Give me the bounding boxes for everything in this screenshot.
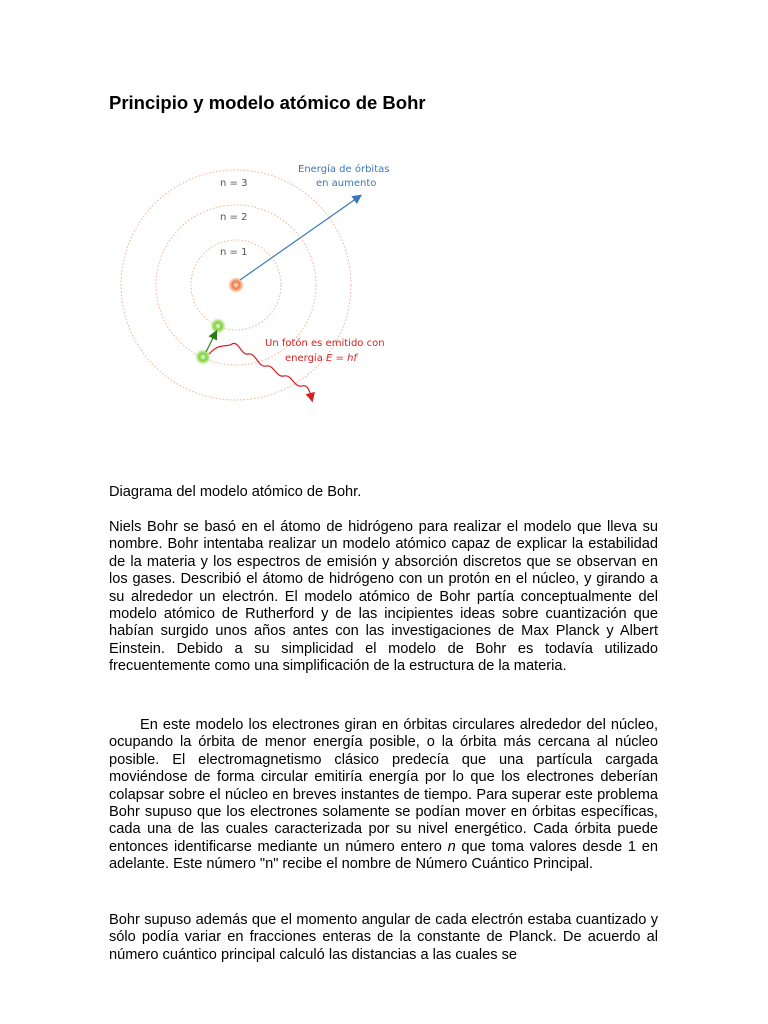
orbit-label-n2: n = 2 — [220, 212, 248, 223]
paragraph-1: Niels Bohr se basó en el átomo de hidrógeno para realizar el modelo que lleva su nombre. Bohr intentaba realizar un modelo atómico capaz de explicar la estabilidad de la materia y los espectros de emisión y absorción discretos que se observan en los gases. Describió el átomo de hidrógeno con un protón en el núcleo, y girando a su alrededor un electrón. El modelo atómico de Bohr partía conceptualmente del modelo atómico de Rutherford y de las incipientes ideas sobre cuantización que habían surgido unos años antes con las investigaciones de Max Planck y Albert Einstein. Debido a su simplicidad el modelo de Bohr es todavía utilizado frecuentemente como una simplificación de la estructura de la materia. — [109, 519, 658, 675]
electron-outer — [210, 318, 226, 334]
energy-arrow — [240, 196, 360, 280]
photon-wave — [209, 343, 312, 400]
paragraph-2-text-a: En este modelo los electrones giran en órbitas circulares alrededor del núcleo, ocupando la órbita de menor energía posible, o la órbita más cercana al núcleo posible. El electromagnetismo clásico predecía que una partícula cargada moviéndose de forma circular emitiría energía por lo que los electrones deberían colapsar sobre el núcleo en breves instantes de tiempo. Para superar este problema Bohr supuso que los electrones solamente se podían mover en órbitas específicas, cada una de las cuales caracterizada por su nivel energético. Cada órbita puede entonces identificarse mediante un número entero — [109, 717, 658, 855]
page-title: Principio y modelo atómico de Bohr — [109, 92, 426, 113]
nucleus — [228, 277, 244, 293]
energy-label-line2: en aumento — [316, 178, 377, 189]
orbit-label-n1: n = 1 — [220, 247, 248, 258]
electron-inner — [195, 349, 211, 365]
bohr-atom-diagram — [110, 140, 430, 420]
paragraph-2-text-b: que toma valores desde 1 en adelante. Este número "n" recibe el nombre de Número Cuántico Principal. — [109, 838, 658, 873]
photon-label: Un fotón es emitido con — [265, 338, 385, 349]
quantum-number-n: n — [447, 838, 456, 855]
paragraph-3: Bohr supuso además que el momento angular de cada electrón estaba cuantizado y sólo podía variar en fracciones enteras de la constante de Planck. De acuerdo al número cuántico principal calculó las distancias a las cuales se — [109, 912, 658, 963]
paragraph-2 — [109, 717, 658, 874]
photon-energy-label: energía E = hf — [285, 353, 357, 364]
orbit-label-n3: n = 3 — [220, 178, 248, 189]
diagram-caption: Diagrama del modelo atómico de Bohr. — [109, 484, 362, 500]
energy-label-line1: Energía de órbitas — [298, 164, 390, 175]
